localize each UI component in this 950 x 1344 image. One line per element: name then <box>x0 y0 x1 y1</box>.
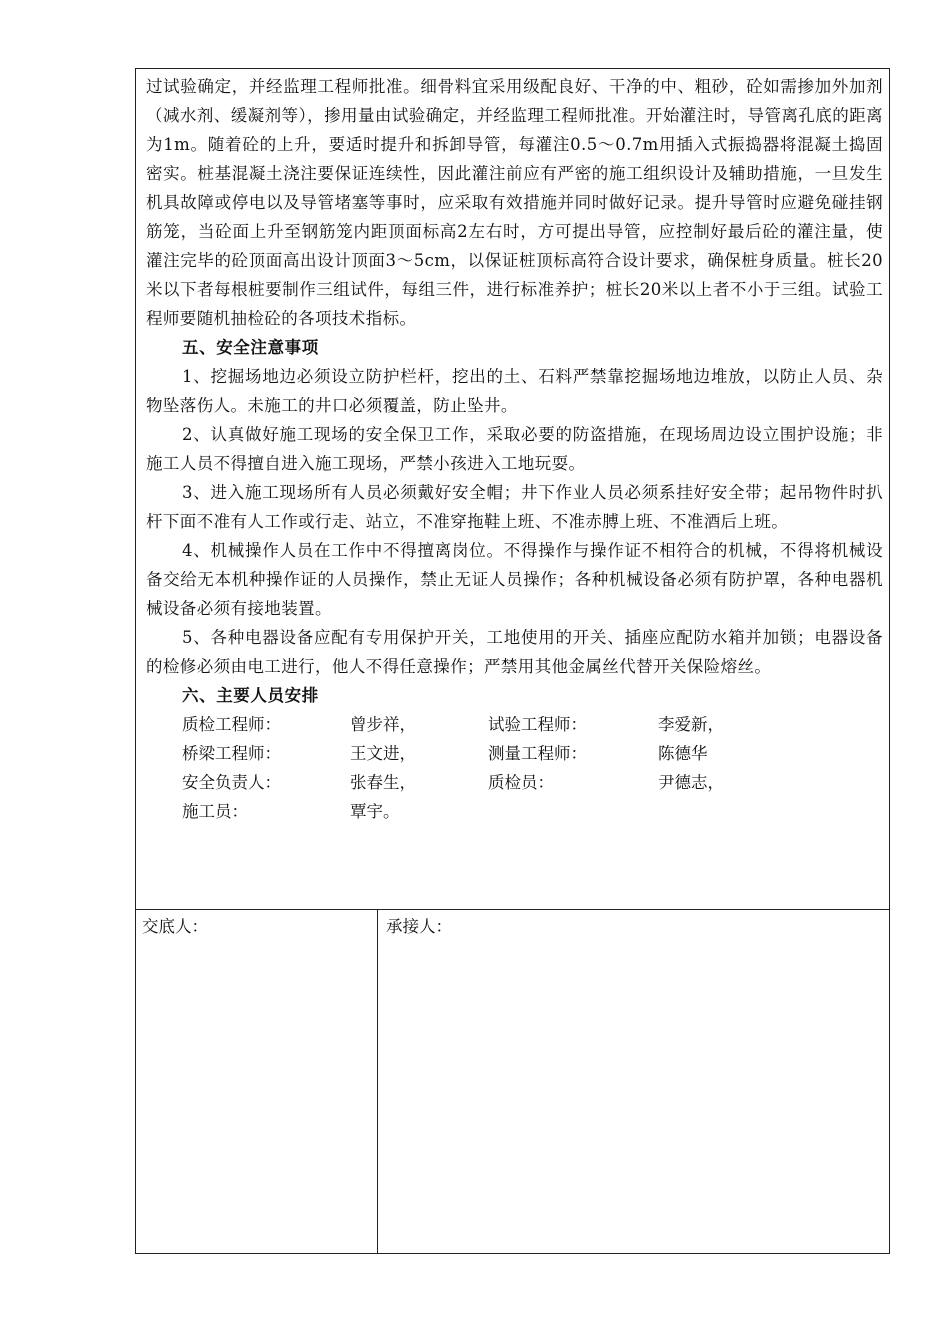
safety-item: 3、进入施工现场所有人员必须戴好安全帽；井下作业人员必须系挂好安全带；起吊物件时扒杆下面不准有人工作或行走、站立，不准穿拖鞋上班、不准赤膊上班、不准酒后上班。 <box>146 483 883 531</box>
personnel-role: 测量工程师： <box>488 744 587 763</box>
personnel-name <box>658 797 778 826</box>
personnel-role: 安全负责人： <box>182 773 281 792</box>
safety-item: 5、各种电器设备应配有专用保护开关，工地使用的开关、插座应配防水箱并加锁；电器设备的检修必须由电工进行，他人不得任意操作；严禁用其他金属丝代替开关保险熔丝。 <box>146 628 883 676</box>
personnel-role <box>488 797 658 826</box>
personnel-name: 陈德华 <box>658 744 708 763</box>
personnel-role: 桥梁工程师： <box>182 744 281 763</box>
content-cell <box>136 69 889 910</box>
personnel-role: 质检工程师： <box>182 715 281 734</box>
personnel-name: 张春生， <box>350 773 416 792</box>
personnel-heading: 六、主要人员安排 <box>182 686 319 705</box>
safety-item: 2、认真做好施工现场的安全保卫工作，采取必要的防盗措施，在现场周边设立围护设施；非施工人员不得擅自进入施工现场，严禁小孩进入工地玩耍。 <box>146 425 883 473</box>
safety-item: 1、挖掘场地边必须设立防护栏杆，挖出的土、石料严禁靠挖掘场地边堆放，以防止人员、杂物坠落伤人。未施工的井口必须覆盖，防止坠井。 <box>146 367 883 415</box>
personnel-list <box>146 710 883 826</box>
personnel-role: 试验工程师： <box>488 715 587 734</box>
personnel-role: 质检员： <box>488 773 554 792</box>
personnel-row <box>182 768 883 797</box>
personnel-name: 覃宇。 <box>350 802 400 821</box>
personnel-row <box>182 797 883 826</box>
personnel-name: 李爱新， <box>658 715 724 734</box>
personnel-row <box>182 710 883 739</box>
personnel-name: 王文进， <box>350 744 416 763</box>
receiver-signature-cell[interactable] <box>378 910 889 1253</box>
giver-signature-cell[interactable] <box>136 910 378 1253</box>
giver-label: 交底人： <box>142 917 208 936</box>
safety-item: 4、机械操作人员在工作中不得擅离岗位。不得操作与操作证不相符合的机械，不得将机械设备交给无本机种操作证的人员操作，禁止无证人员操作；各种机械设备必须有防护罩，各种电器机械设备必须有接地装置。 <box>146 541 883 618</box>
personnel-role: 施工员： <box>182 802 248 821</box>
personnel-row <box>182 739 883 768</box>
personnel-name: 曾步祥， <box>350 715 416 734</box>
safety-heading: 五、安全注意事项 <box>182 338 319 357</box>
intro-paragraph: 过试验确定，并经监理工程师批准。细骨料宜采用级配良好、干净的中、粗砂，砼如需掺加外加剂（减水剂、缓凝剂等），掺用量由试验确定，并经监理工程师批准。开始灌注时，导管离孔底的距离为1m。随着砼的上升，要适时提升和拆卸导管，每灌注0.5～0.7m用插入式振捣器将混凝土捣固密实。桩基混凝土浇注要保证连续性，因此灌注前应有严密的施工组织设计及辅助措施，一旦发生机具故障或停电以及导管堵塞等事时，应采取有效措施并同时做好记录。提升导管时应避免碰挂钢筋笼，当砼面上升至钢筋笼内距顶面标高2左右时，方可提出导管，应控制好最后砼的灌注量，使灌注完毕的砼顶面高出设计顶面3～5cm，以保证桩顶标高符合设计要求，确保桩身质量。桩长20米以下者每根桩要制作三组试件，每组三件，进行标准养护；桩长20米以上者不小于三组。试验工程师要随机抽检砼的各项技术指标。 <box>146 77 883 328</box>
personnel-name: 尹德志， <box>658 773 724 792</box>
receiver-label: 承接人： <box>386 917 452 936</box>
disclosure-table <box>135 68 890 1254</box>
